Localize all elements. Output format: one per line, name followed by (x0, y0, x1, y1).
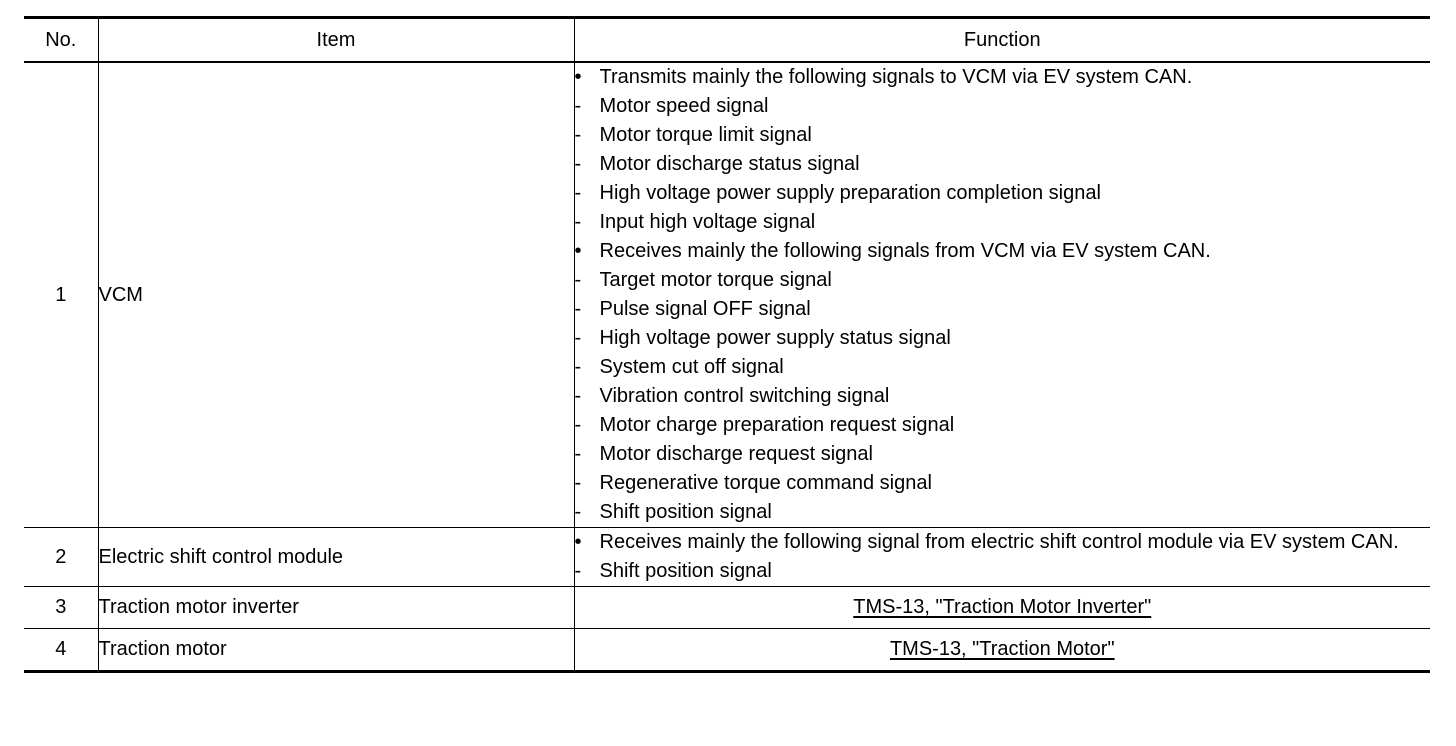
bullet-mark: - (574, 385, 582, 407)
function-line (575, 63, 1431, 92)
row-item: Traction motor inverter (98, 587, 574, 629)
header-item: Item (98, 18, 574, 63)
function-text: Target motor torque signal (599, 269, 832, 291)
table-row (24, 629, 1430, 672)
function-line (575, 237, 1431, 266)
function-text: Motor speed signal (599, 95, 769, 117)
bullet-mark: - (574, 472, 582, 494)
function-line (575, 121, 1431, 150)
function-line (575, 92, 1431, 121)
function-line (575, 150, 1431, 179)
function-text: High voltage power supply status signal (599, 327, 951, 349)
function-text: Receives mainly the following signal from electric shift control module via EV system CAN. (599, 531, 1399, 553)
header-no: No. (24, 18, 98, 63)
function-text: System cut off signal (599, 356, 784, 378)
function-line (575, 440, 1431, 469)
bullet-mark: - (574, 501, 582, 523)
bullet-mark: - (574, 124, 582, 146)
bullet-mark: - (574, 269, 582, 291)
reference-link[interactable]: TMS-13, "Traction Motor" (889, 638, 1115, 660)
function-text: Motor discharge request signal (599, 443, 873, 465)
bullet-mark: - (574, 560, 582, 582)
function-text: Shift position signal (599, 501, 772, 523)
bullet-mark: • (574, 66, 582, 88)
function-text: Motor charge preparation request signal (599, 414, 955, 436)
row-no: 4 (24, 629, 98, 672)
row-function (574, 528, 1430, 587)
function-line (575, 295, 1431, 324)
table-row (24, 587, 1430, 629)
bullet-mark: • (574, 531, 582, 553)
row-item: Traction motor (98, 629, 574, 672)
bullet-mark: - (574, 95, 582, 117)
function-line (575, 557, 1431, 586)
bullet-mark: - (574, 327, 582, 349)
row-no: 3 (24, 587, 98, 629)
bullet-mark: - (574, 414, 582, 436)
function-text: Receives mainly the following signals from VCM via EV system CAN. (599, 240, 1211, 262)
row-no: 1 (24, 62, 98, 528)
function-text: Regenerative torque command signal (599, 472, 932, 494)
function-line (575, 353, 1431, 382)
function-line (575, 179, 1431, 208)
function-text: Pulse signal OFF signal (599, 298, 811, 320)
bullet-mark: - (574, 356, 582, 378)
function-line (575, 469, 1431, 498)
row-function (574, 62, 1430, 528)
function-line (575, 324, 1431, 353)
bullet-mark: - (574, 298, 582, 320)
function-line (575, 411, 1431, 440)
function-text: Motor torque limit signal (599, 124, 812, 146)
function-text: Input high voltage signal (599, 211, 816, 233)
row-function (574, 629, 1430, 672)
function-line (575, 498, 1431, 527)
header-function: Function (574, 18, 1430, 63)
component-function-table (24, 16, 1430, 673)
bullet-mark: - (574, 211, 582, 233)
function-text: Vibration control switching signal (599, 385, 890, 407)
row-item: VCM (98, 62, 574, 528)
row-function (574, 587, 1430, 629)
table-header (24, 18, 1430, 63)
function-text: High voltage power supply preparation completion signal (599, 182, 1101, 204)
function-text: Motor discharge status signal (599, 153, 860, 175)
function-line (575, 528, 1431, 557)
row-item: Electric shift control module (98, 528, 574, 587)
function-text: Shift position signal (599, 560, 772, 582)
bullet-mark: • (574, 240, 582, 262)
function-line (575, 382, 1431, 411)
table-row (24, 62, 1430, 528)
function-line (575, 208, 1431, 237)
bullet-mark: - (574, 443, 582, 465)
bullet-mark: - (574, 182, 582, 204)
bullet-mark: - (574, 153, 582, 175)
table-row (24, 528, 1430, 587)
row-no: 2 (24, 528, 98, 587)
reference-link[interactable]: TMS-13, "Traction Motor Inverter" (853, 596, 1152, 618)
function-text: Transmits mainly the following signals to VCM via EV system CAN. (599, 66, 1193, 88)
function-line (575, 266, 1431, 295)
